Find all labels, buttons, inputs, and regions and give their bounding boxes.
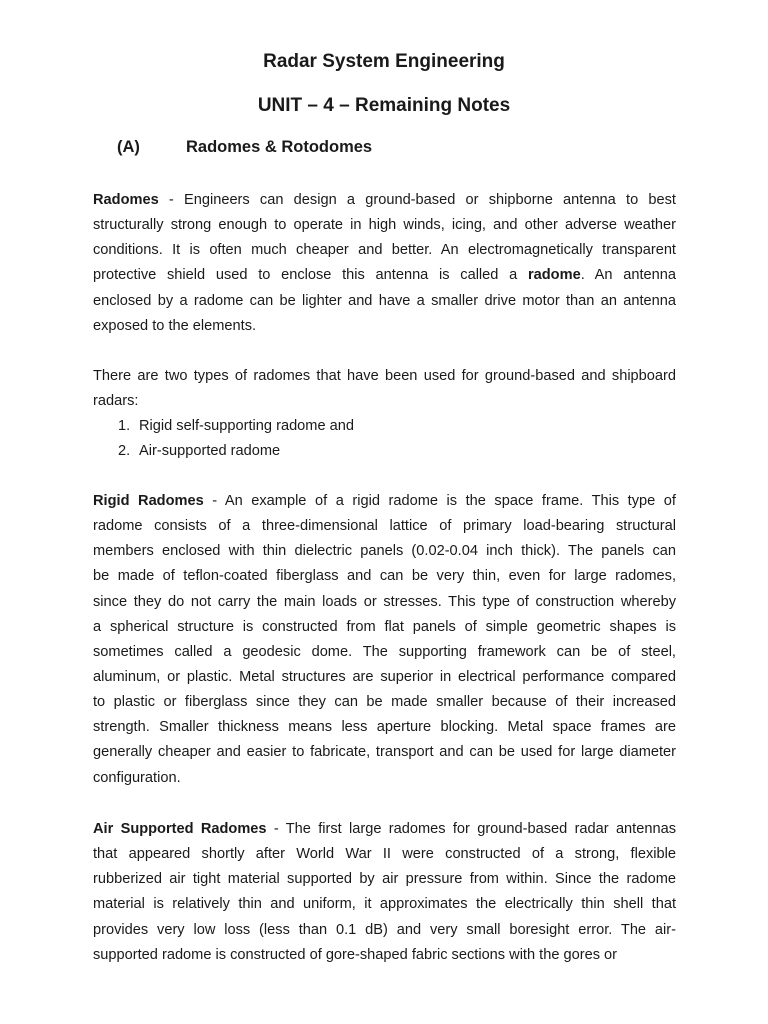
- bold-term: Air Supported Radomes: [93, 821, 267, 837]
- text-line: [93, 766, 676, 791]
- text-segment: exposed to the elements.: [93, 317, 257, 334]
- text-segment: - The first large radomes for ground-based radar antennas: [266, 821, 676, 837]
- bold-term: Rigid Radomes: [93, 493, 204, 509]
- text-segment: sometimes called a geodesic dome. The supporting framework can be of steel,: [93, 643, 676, 660]
- bold-term: radome: [527, 267, 581, 284]
- text-segment: that appeared shortly after World War II were constructed of a strong, flexible: [93, 846, 676, 863]
- text-line: [93, 514, 676, 539]
- text-segment: supported radome is constructed of gore-shaped fabric sections with the gores or: [93, 946, 618, 963]
- text-line: [93, 314, 676, 339]
- text-line: [93, 665, 676, 690]
- text-segment: radars:: [93, 393, 139, 410]
- text-segment: since they do not carry the main loads or stresses. This type of construction whereby: [93, 593, 676, 610]
- text-segment: aluminum, or plastic. Metal structures are superior in electrical performance compared: [93, 668, 676, 685]
- list-item: Rigid self-supporting radome and: [139, 418, 354, 434]
- text-line: [93, 188, 676, 213]
- text-segment: conditions. It is often much cheaper and better. An electromagnetically transparent: [93, 242, 676, 259]
- paragraph-radomes: [93, 188, 676, 339]
- text-segment: - Engineers can design a ground-based or shipborne antenna to best: [158, 192, 676, 208]
- text-segment: - An example of a rigid radome is the space frame. This type of: [203, 493, 676, 509]
- text-line: [93, 590, 676, 615]
- text-line: [93, 892, 676, 917]
- text-segment: to plastic or fiberglass since they can be made smaller because of their increased: [93, 694, 676, 711]
- text-line: [93, 263, 676, 288]
- paragraph-types: [93, 364, 676, 414]
- text-line: [93, 615, 676, 640]
- text-segment: radome consists of a three-dimensional lattice of primary load-bearing structural: [93, 518, 676, 535]
- text-segment: material is relatively thin and uniform, it approximates the electrically thin shell that: [93, 896, 676, 913]
- text-segment: be made of teflon-coated fiberglass and can be very thin, even for large radomes,: [93, 568, 676, 585]
- text-line: [93, 640, 676, 665]
- text-line: [93, 389, 676, 414]
- text-line: [93, 943, 676, 968]
- text-segment: There are two types of radomes that have been used for ground-based and shipboard: [93, 368, 676, 384]
- text-line: [93, 539, 676, 564]
- text-line: [93, 867, 676, 892]
- paragraph-air-supported-radomes: [93, 817, 676, 968]
- text-line: [93, 817, 676, 842]
- text-line: [93, 715, 676, 740]
- text-line: [93, 289, 676, 314]
- text-line: [93, 690, 676, 715]
- list-number: 2.: [118, 443, 131, 459]
- list-number: 1.: [118, 418, 131, 434]
- text-segment: provides very low loss (less than 0.1 dB) and very small boresight error. The air-: [93, 921, 676, 938]
- text-line: [93, 918, 676, 943]
- bold-term: Radomes: [93, 192, 159, 208]
- document-title: Radar System Engineering: [263, 51, 505, 72]
- section-title: Radomes & Rotodomes: [186, 138, 373, 156]
- text-segment: members enclosed with thin dielectric panels (0.02-0.04 inch thick). The panels can: [93, 543, 676, 560]
- text-segment: rubberized air tight material supported by air pressure from within. Since the radome: [93, 871, 676, 888]
- text-line: [93, 213, 676, 238]
- text-segment: enclosed by a radome can be lighter and have a smaller drive motor than an antenna: [93, 292, 676, 309]
- section-label: (A): [117, 138, 140, 156]
- text-line: [93, 564, 676, 589]
- text-line: [93, 489, 676, 514]
- text-line: [93, 238, 676, 263]
- unit-heading: UNIT – 4 – Remaining Notes: [257, 95, 511, 116]
- text-segment: . An antenna: [580, 267, 676, 284]
- text-line: [93, 842, 676, 867]
- text-segment: generally cheaper and easier to fabricate, transport and can be used for large diameter: [93, 744, 676, 761]
- text-segment: structurally strong enough to operate in high winds, icing, and other adverse weather: [93, 217, 676, 234]
- text-segment: a spherical structure is constructed from flat panels of simple geometric shapes is: [93, 618, 676, 635]
- paragraph-rigid-radomes: [93, 489, 676, 791]
- text-line: [93, 364, 676, 389]
- list-item: Air-supported radome: [139, 443, 281, 459]
- text-segment: protective shield used to enclose this antenna is called a: [93, 267, 528, 284]
- text-segment: configuration.: [93, 769, 181, 786]
- text-segment: strength. Smaller thickness means less aperture blocking. Metal space frames are: [93, 719, 676, 736]
- text-line: [93, 740, 676, 765]
